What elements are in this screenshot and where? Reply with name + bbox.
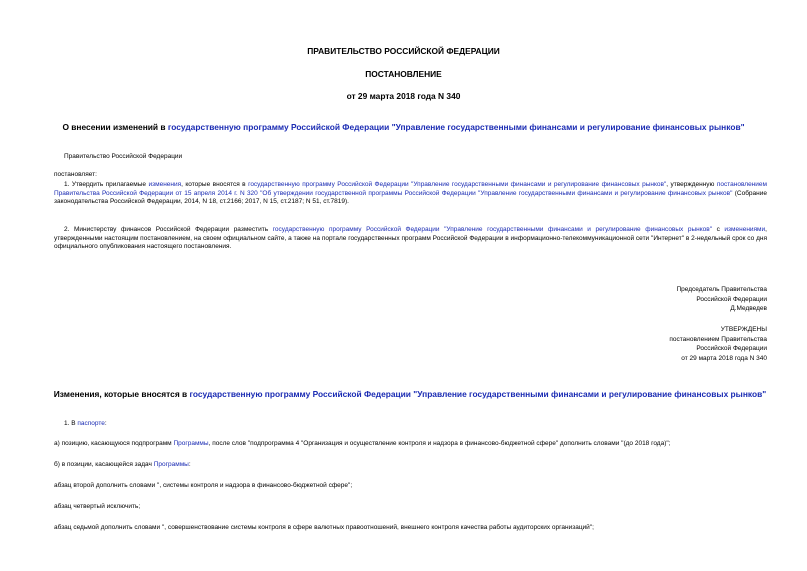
header-org: ПРАВИТЕЛЬСТВО РОССИЙСКОЙ ФЕДЕРАЦИИ <box>307 46 500 56</box>
item-a-prefix: а) позицию, касающуюся подпрограмм <box>54 440 174 447</box>
passport-link[interactable]: паспорте <box>77 420 105 427</box>
paragraph-4th-change: абзац четвертый исключить; <box>54 503 141 510</box>
paragraph-7th-change: абзац седьмой дополнить словами ", совершенствование системы контроля в сфере валютных правоотношений, внешнего контроля качества работы аудиторских организаций"; <box>54 524 594 531</box>
approval-line-2: постановлением Правительства <box>669 335 767 343</box>
approval-line-3: Российской Федерации <box>696 345 767 352</box>
paragraph-1 <box>54 181 767 207</box>
item-b-prefix: б) в позиции, касающейся задач <box>54 461 154 468</box>
p2-text-3: , утвержденными настоящим постановлением, на своем официальном сайте, а также на портале государственных программ Российской Федерации в информационно-телекоммуникационной сети "Интернет" в 2-недельный срок со дня официального опубликования настоящего постановления. <box>54 226 767 250</box>
signature-line-1: Председатель Правительства <box>676 286 767 293</box>
title-program-link[interactable]: государственную программу Российской Федерации "Управление государственными финансами и регулирование финансовых рынков" <box>167 122 745 132</box>
changes-title-prefix: Изменения, которые вносятся в <box>53 389 190 399</box>
p1-link-program[interactable]: государственную программу Российской Федерации "Управление государственными финансами и регулирование финансовых рынков" <box>248 181 667 188</box>
signature-block <box>676 286 767 314</box>
header-date-number: от 29 марта 2018 года N 340 <box>346 91 461 101</box>
item-1-prefix: 1. В <box>64 420 78 427</box>
document-title <box>0 122 807 132</box>
changes-title <box>50 389 770 399</box>
item-a <box>54 440 670 449</box>
p2-link-program[interactable]: государственную программу Российской Федерации "Управление государственными финансами и регулирование финансовых рынков" <box>272 226 713 233</box>
paragraph-2nd-change: абзац второй дополнить словами ", системы контроля и надзора в финансово-бюджетной сфере"; <box>54 482 353 489</box>
p1-text-4: (Собрание законодательства Российской Федерации, 2014, N 18, ст.2166; 2017, N 15, ст.2187; N 51, ст.7819). <box>54 189 767 205</box>
intro-text: Правительство Российской Федерации <box>64 153 183 160</box>
item-a-program-link[interactable]: Программы <box>173 440 209 447</box>
approval-line-4: от 29 марта 2018 года N 340 <box>681 354 767 362</box>
item-1-suffix: : <box>104 420 107 427</box>
changes-title-link[interactable]: государственную программу Российской Федерации "Управление государственными финансами и регулирование финансовых рынков" <box>189 389 767 399</box>
p1-text-1: 1. Утвердить прилагаемые <box>64 181 149 188</box>
item-b <box>54 461 191 470</box>
header-doc-type: ПОСТАНОВЛЕНИЕ <box>365 69 442 79</box>
decides-text: постановляет: <box>54 171 97 178</box>
p1-link-resolution[interactable]: постановлением Правительства Российской Федерации от 15 апреля 2014 г. N 320 "Об утверждении государственной программы Российской Федерации "Управление государственными финансами и регулирование финансовых рынков" <box>54 181 767 197</box>
paragraph-2 <box>54 226 767 252</box>
item-1 <box>64 420 107 429</box>
p1-link-changes[interactable]: изменения <box>148 181 182 188</box>
p1-text-2: , которые вносятся в <box>181 181 249 188</box>
p2-link-changes[interactable]: изменениями <box>724 226 766 233</box>
item-a-suffix: , после слов "подпрограмма 4 "Организация и осуществление контроля и надзора в финансово-бюджетной сфере" дополнить словами "(до 2018 года)"; <box>208 440 671 447</box>
p1-text-3: , утвержденную <box>666 181 717 188</box>
approval-line-1: УТВЕРЖДЕНЫ <box>720 326 767 333</box>
item-b-program-link[interactable]: Программы <box>153 461 189 468</box>
signature-line-3: Д.Медведев <box>730 305 767 312</box>
item-b-suffix: : <box>188 461 191 468</box>
signature-line-2: Российской Федерации <box>696 295 767 303</box>
p2-text-2: с <box>712 226 725 233</box>
title-prefix: О внесении изменений в <box>62 122 168 132</box>
approval-block <box>669 326 767 363</box>
p2-text-1: 2. Министерству финансов Российской Федерации разместить <box>64 226 273 233</box>
